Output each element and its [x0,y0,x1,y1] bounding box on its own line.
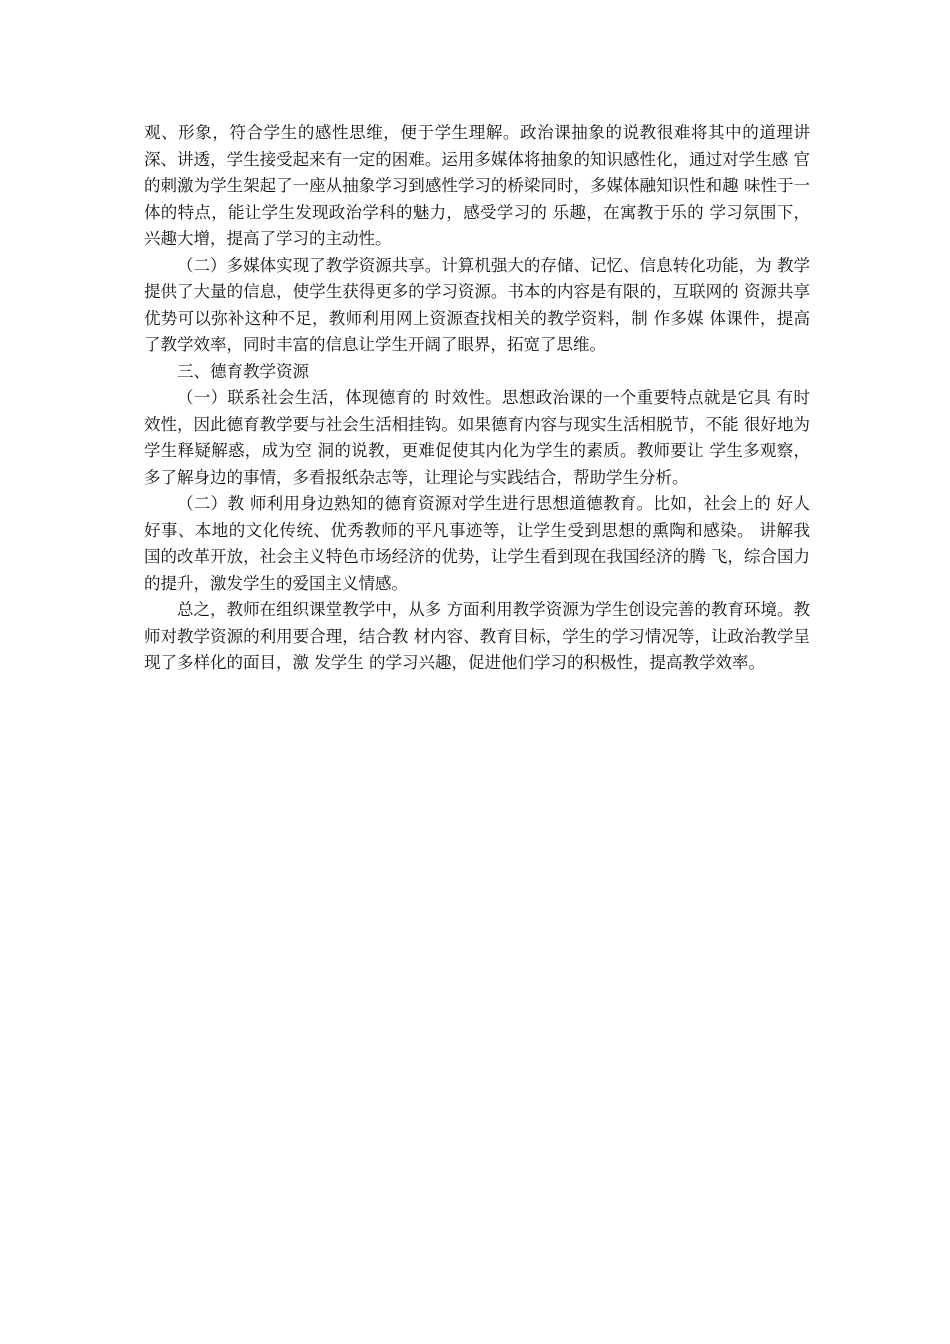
body-paragraph-2: （二）多媒体实现了教学资源共享。计算机强大的存储、记忆、信息转化功能，为 教学提供了大量的信息，使学生获得更多的学习资源。书本的内容是有限的，互联网的 资源共享优势可以弥补这种不足，教师利用网上资源查找相关的教学资料，制 作多媒 体课件，提高了教学效率，同时丰富的信息让学生开阔了眼界，拓宽了思维。 [144,255,810,354]
document-body [144,120,810,677]
body-paragraph-1: 观、形象，符合学生的感性思维，便于学生理解。政治课抽象的说教很难将其中的道理讲深、讲透，学生接受起来有一定的困难。运用多媒体将抽象的知识感性化，通过对学生感 官的刺激为学生架起了一座从抽象学习到感性学习的桥梁同时，多媒体融知识性和趣 味性于一体的特点，能让学生发现政治学科的魅力，感受学习的 乐趣，在寓教于乐的 学习氛围下，兴趣大增，提高了学习的主动性。 [144,123,810,248]
section-heading: 三、德育教学资源 [177,361,309,381]
body-paragraph-6: 总之，教师在组织课堂教学中，从多 方面利用教学资源为学生创设完善的教育环境。教师对教学资源的利用要合理，结合教 材内容、教育目标，学生的学习情况等，让政治教学呈现了多样化的面目，激 发学生 的学习兴趣，促进他们学习的积极性，提高教学效率。 [144,600,810,672]
body-paragraph-4: （一）联系社会生活，体现德育的 时效性。思想政治课的一个重要特点就是它具 有时效性，因此德育教学要与社会生活相挂钩。如果德育内容与现实生活相脱节，不能 很好地为学生释疑解惑，成为空 洞的说教，更难促使其内化为学生的素质。教师要让 学生多观察，多了解身边的事情，多看报纸杂志等，让理论与实践结合，帮助学生分析。 [144,388,810,487]
body-paragraph-5: （二）教 师利用身边熟知的德育资源对学生进行思想道德教育。比如，社会上的 好人好事、本地的文化传统、优秀教师的平凡事迹等，让学生受到思想的熏陶和感染。 讲解我 国的改革开放，社会主义特色市场经济的优势，让学生看到现在我国经济的腾 飞，综合国力的提升，激发学生的爱国主义情感。 [144,494,810,593]
